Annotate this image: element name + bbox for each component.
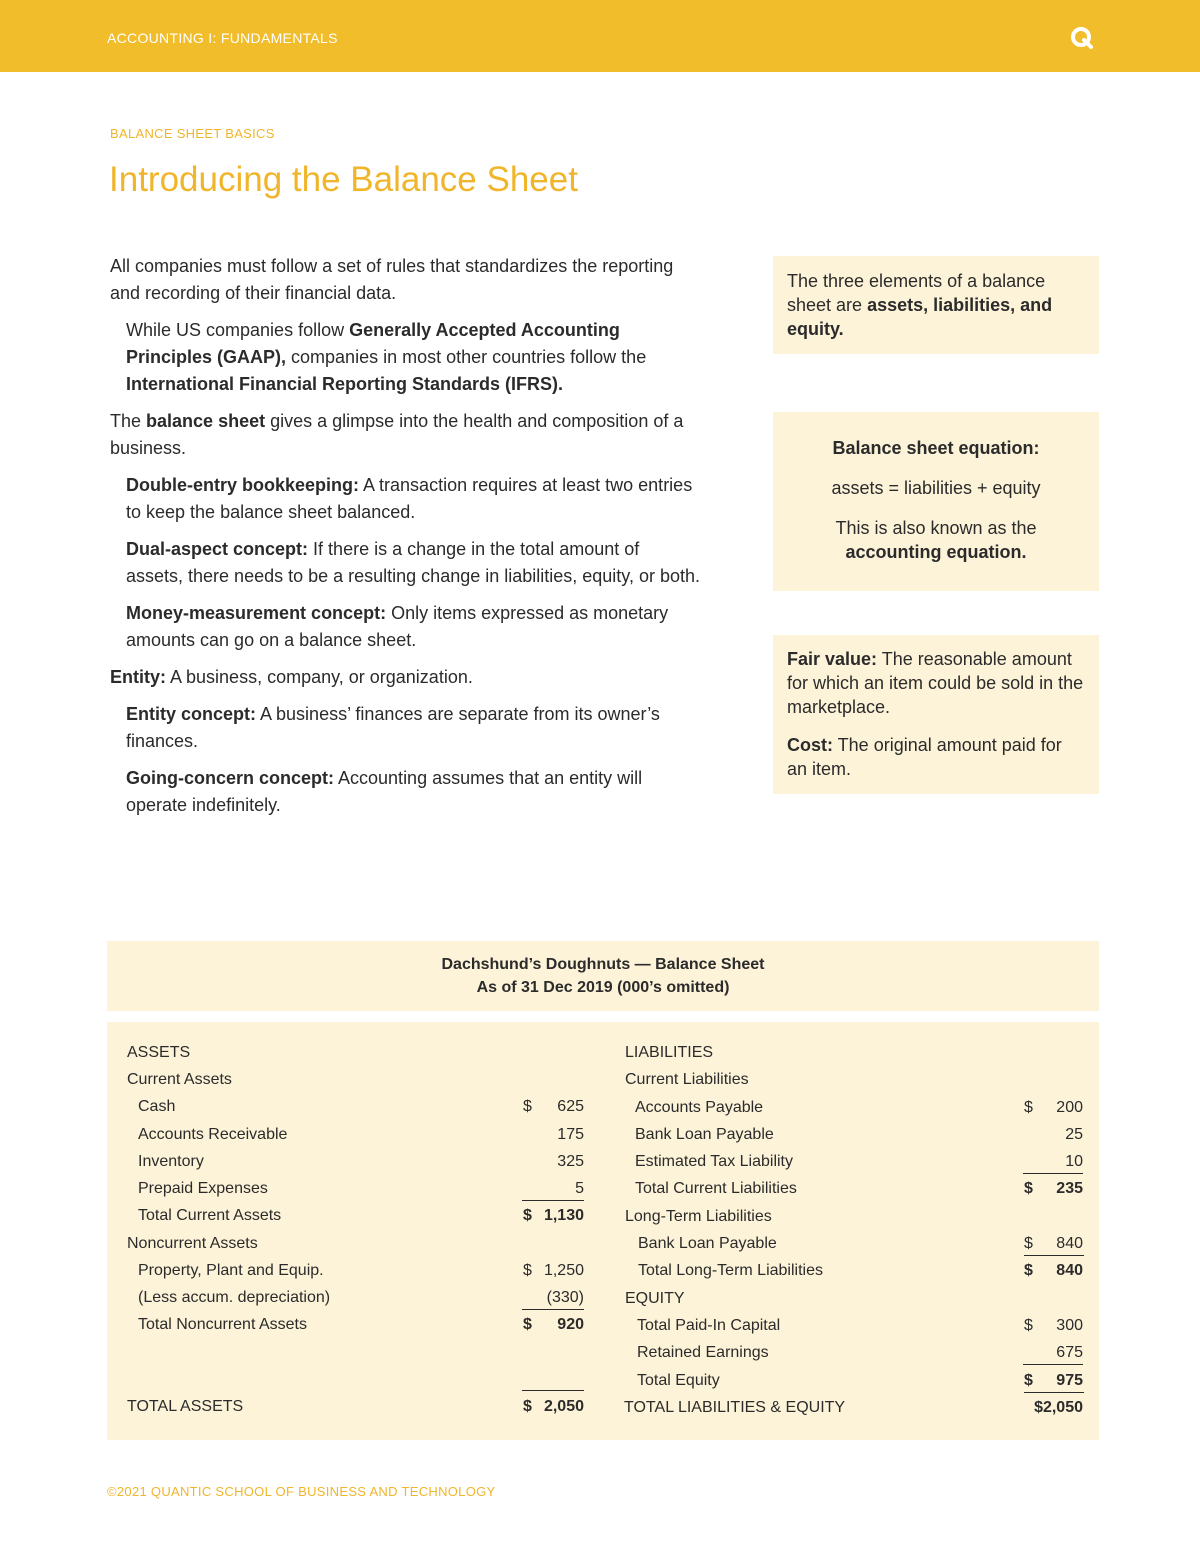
section-label: BALANCE SHEET BASICS (110, 126, 275, 141)
current-liabilities-heading: Current Liabilities (625, 1071, 749, 1088)
equation-text: assets = liabilities + equity (831, 478, 1041, 498)
paid-in-capital-label: Total Paid-In Capital (637, 1317, 781, 1334)
total-assets-label: TOTAL ASSETS (127, 1398, 244, 1415)
paragraph-double-entry: Double-entry bookkeeping: A transaction requires at least two entries to keep the balance sheet balanced. (126, 475, 693, 522)
tnca-dollar: $ (523, 1316, 532, 1333)
total-assets-dollar: $ (523, 1398, 532, 1415)
total-noncurrent-assets-label: Total Noncurrent Assets (138, 1316, 307, 1333)
footer-copyright: ©2021 QUANTIC SCHOOL OF BUSINESS AND TECHNOLOGY (107, 1484, 496, 1499)
equity-heading: EQUITY (625, 1290, 685, 1307)
total-equity-value: 975 (1056, 1372, 1083, 1389)
paragraph-balance-sheet: The balance sheet gives a glimpse into the health and composition of a business. (110, 411, 684, 458)
inventory-value: 325 (557, 1153, 584, 1170)
ar-label: Accounts Receivable (138, 1126, 288, 1143)
assets-heading: ASSETS (127, 1044, 191, 1061)
total-noncurrent-assets-value: 920 (557, 1316, 584, 1333)
paragraph-dual-aspect: Dual-aspect concept: If there is a change in the total amount of assets, there needs to be a resulting change in liabilities, equity, or both. (126, 539, 701, 586)
cash-dollar: $ (523, 1098, 532, 1115)
definitions-callout (773, 635, 1099, 794)
ppe-label: Property, Plant and Equip. (138, 1262, 324, 1279)
cash-value: 625 (557, 1098, 584, 1115)
pic-dollar: $ (1024, 1317, 1033, 1334)
quantic-logo-icon (1070, 26, 1094, 50)
tax-liability-label: Estimated Tax Liability (635, 1153, 793, 1170)
course-title: ACCOUNTING I: FUNDAMENTALS (107, 30, 338, 46)
total-assets-rule (522, 1390, 584, 1391)
page-title: Introducing the Balance Sheet (109, 160, 578, 199)
paragraph-gaap: While US companies follow Generally Accepted Accounting Principles (GAAP), companies in most other countries follow the International Financial Reporting Standards (IFRS). (126, 320, 647, 394)
paragraph-going-concern: Going-concern concept: Accounting assumes that an entity will operate indefinitely. (126, 768, 643, 815)
inventory-label: Inventory (138, 1153, 204, 1170)
total-equity-label: Total Equity (637, 1372, 720, 1389)
tax-liability-value: 10 (1023, 1153, 1083, 1174)
fair-value-definition: Fair value: The reasonable amount for which an item could be sold in the marketplace. (787, 649, 1084, 717)
tcl-dollar: $ (1024, 1180, 1033, 1197)
tltl-dollar: $ (1024, 1262, 1033, 1279)
prepaid-label: Prepaid Expenses (138, 1180, 268, 1197)
lt-bank-loan-value: 840 (1056, 1235, 1083, 1252)
total-lt-liabilities-label: Total Long-Term Liabilities (638, 1262, 823, 1279)
te-dollar: $ (1024, 1372, 1084, 1393)
total-current-liabilities-label: Total Current Liabilities (635, 1180, 797, 1197)
cost-definition: Cost: The original amount paid for an item. (787, 735, 1062, 779)
main-text (110, 253, 700, 829)
equation-callout (773, 412, 1099, 591)
ap-dollar: $ (1024, 1099, 1033, 1116)
paragraph-money-measurement: Money-measurement concept: Only items expressed as monetary amounts can go on a balance sheet. (126, 603, 669, 650)
balance-sheet-subtitle: As of 31 Dec 2019 (000’s omitted) (476, 979, 730, 996)
retained-earnings-value: 675 (1023, 1344, 1083, 1365)
total-current-liabilities-value: 235 (1056, 1180, 1083, 1197)
current-assets-heading: Current Assets (127, 1071, 232, 1088)
liabilities-heading: LIABILITIES (625, 1044, 714, 1061)
ar-value: 175 (557, 1126, 584, 1143)
equation-title: Balance sheet equation: (832, 438, 1040, 458)
lt-bank-loan-dollar: $ (1024, 1235, 1084, 1256)
noncurrent-assets-heading: Noncurrent Assets (127, 1235, 258, 1252)
ppe-dollar: $ (523, 1262, 532, 1279)
tca-dollar: $ (523, 1207, 532, 1224)
header-bar (0, 0, 1200, 72)
cash-label: Cash (138, 1098, 176, 1115)
total-liabilities-equity-label: TOTAL LIABILITIES & EQUITY (624, 1399, 846, 1416)
ap-value: 200 (1056, 1099, 1083, 1116)
balance-sheet-header (107, 941, 1099, 1011)
total-assets-value: 2,050 (543, 1398, 584, 1415)
total-current-assets-label: Total Current Assets (138, 1207, 282, 1224)
paragraph-entity: Entity: A business, company, or organization. (110, 667, 473, 687)
ap-label: Accounts Payable (635, 1099, 764, 1116)
lt-bank-loan-label: Bank Loan Payable (638, 1235, 777, 1252)
elements-callout: The three elements of a balance sheet are assets, liabilities, and equity. (773, 256, 1099, 354)
bank-loan-value: 25 (1065, 1126, 1083, 1143)
ppe-value: 1,250 (543, 1262, 584, 1279)
total-current-assets-value: 1,130 (543, 1207, 584, 1224)
bank-loan-label: Bank Loan Payable (635, 1126, 774, 1143)
paid-in-capital-value: 300 (1056, 1317, 1083, 1334)
prepaid-value: 5 (522, 1180, 584, 1201)
balance-sheet-table (107, 1022, 1099, 1440)
balance-sheet-title: Dachshund’s Doughnuts — Balance Sheet (441, 956, 765, 973)
total-liabilities-equity-value: $2,050 (1034, 1399, 1083, 1416)
depreciation-label: (Less accum. depreciation) (138, 1289, 331, 1306)
retained-earnings-label: Retained Earnings (637, 1344, 769, 1361)
equation-note: This is also known as the accounting equation. (835, 518, 1037, 562)
paragraph-rules: All companies must follow a set of rules that standardizes the reporting and recording of their financial data. (110, 256, 674, 303)
paragraph-entity-concept: Entity concept: A business’ finances are separate from its owner’s finances. (126, 704, 660, 751)
depreciation-value: (330) (522, 1289, 584, 1310)
long-term-liabilities-heading: Long-Term Liabilities (625, 1208, 772, 1225)
total-lt-liabilities-value: 840 (1056, 1262, 1083, 1279)
